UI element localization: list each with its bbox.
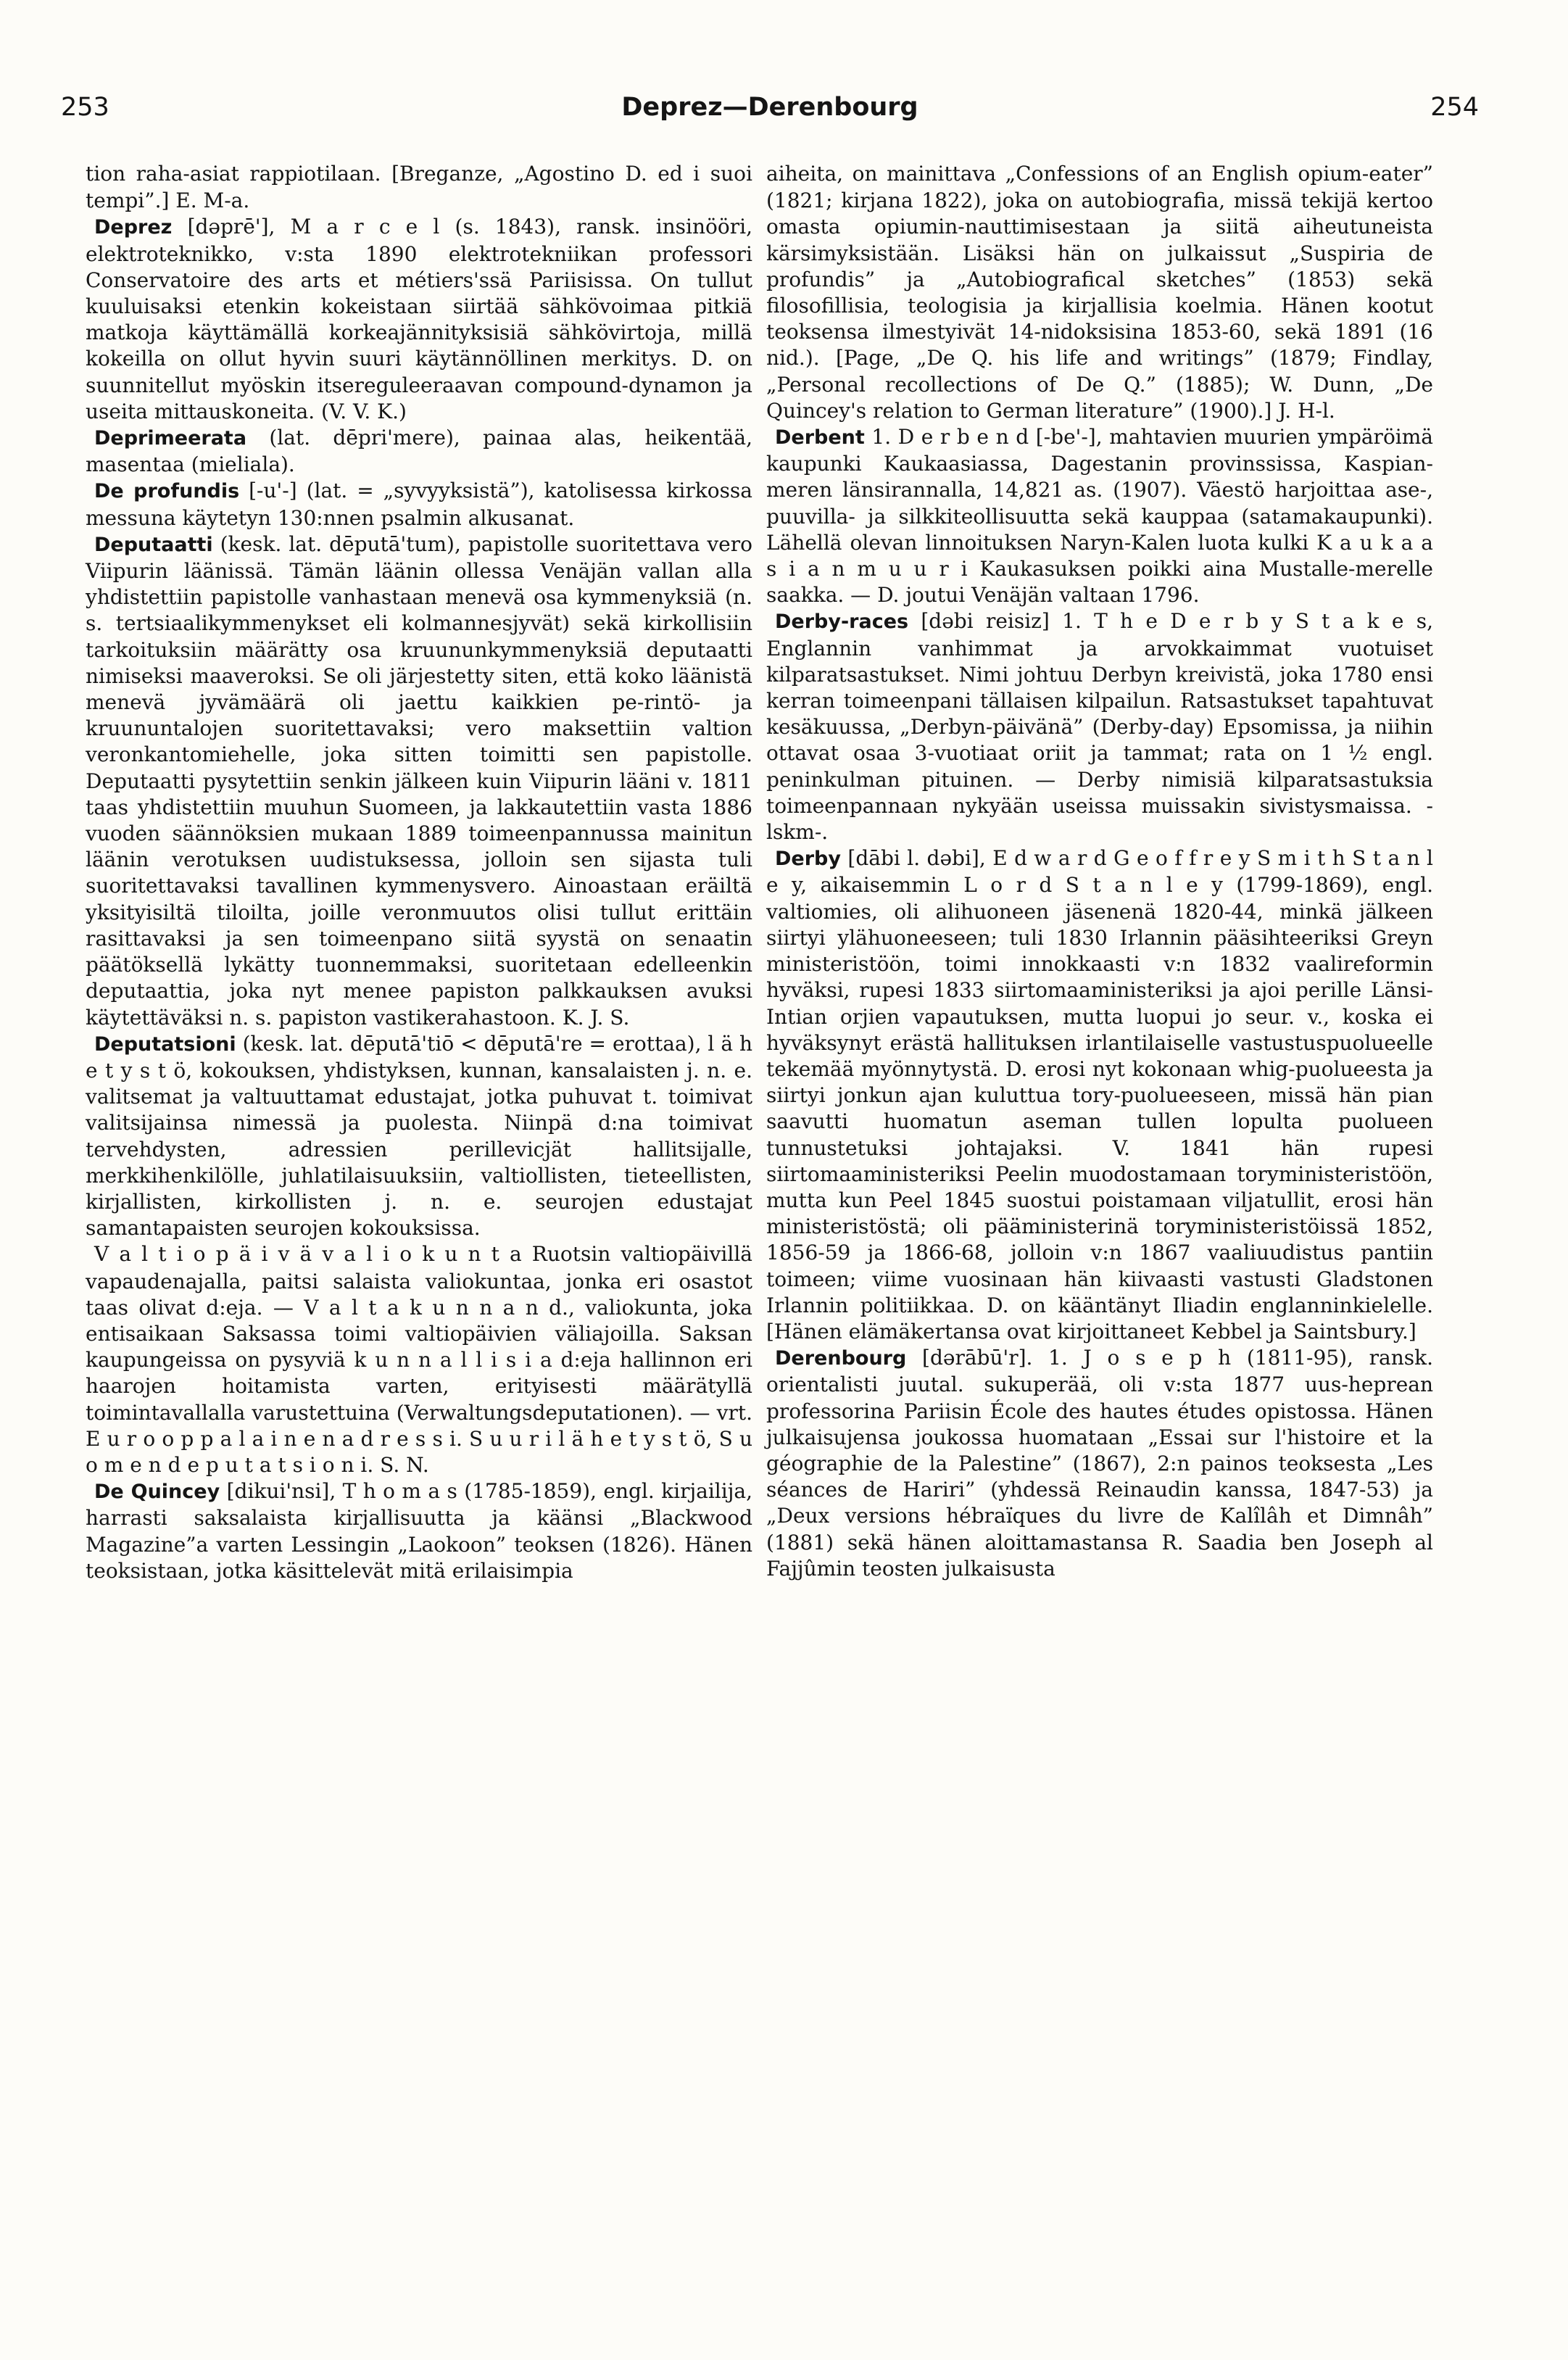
entry-text: [dikui'nsi], T h o m a s (1785-1859), engl. kirjailija, harrasti saksalaista kirjallisuutta ja käänsi „Blackwood Magazine”a varten Lessingin „Laokoon” teoksen (1826). Hänen teoksistaan, jotka käsittelevät mitä erilaisimpia	[86, 1479, 752, 1583]
headword: Derby-races	[775, 610, 909, 634]
paragraph	[86, 161, 752, 214]
entry-text: [dābi l. dəbi], E d w a r d G e o f f r e y S m i t h S t a n l e y, aikaisemmin L o r d S t a n l e y (1799-1869), engl. valtiomies, oli alihuoneen jäsenenä 1820-44, minkä jälkeen siirtyi ylähuoneeseen; tuli 1830 Irlannin pääsihteeriksi Greyn ministeristöön, toimi innokkaasti v:n 1832 vaalireformin hyväksi, rupesi 1833 siirtomaaministeriksi ja ajoi perille Länsi-Intian orjien vapautuksen, mutta luopui jo seur. v., koska ei hyväksynyt erästä hallituksen irlantilaiselle vastustuspuolueelle tekemää myönnytystä. D. erosi nyt kokonaan whig-puolueesta ja siirtyi jonkun ajan kuluttua tory-puolueeseen, missä hän pian saavutti huomatun aseman tullen lopulta puolueen tunnustetuksi johtajaksi. V. 1841 hän rupesi siirtomaaministeriksi Peelin muodostamaan toryministeristöön, mutta kun Peel 1845 suostui poistamaan viljatullit, erosi hän ministeristöstä; oli pääministerinä toryministeristöissä 1852, 1856-59 ja 1866-68, jolloin v:n 1867 vaaliuudistus pantiin toimeen; viime vuosinaan hän kiivaasti vastusti Gladstonen Irlannin politiikkaa. D. on kääntänyt Iliadin englanninkielelle. [Hänen elämäkertansa ovat kirjoittaneet Kebbel ja Saintsbury.]	[766, 846, 1433, 1343]
page-number-right: 254	[1430, 93, 1479, 122]
paragraph	[766, 424, 1433, 608]
paragraph	[86, 1241, 752, 1478]
paragraph	[766, 161, 1433, 424]
paragraph	[766, 1345, 1433, 1582]
paragraph	[86, 531, 752, 1031]
paragraph	[86, 1478, 752, 1584]
paragraph	[86, 214, 752, 425]
paragraph	[766, 608, 1433, 845]
entry-text: [dəprē'], M a r c e l (s. 1843), ransk. insinööri, elektroteknikko, v:sta 1890 elektrotekniikan professori Conservatoire des arts et métiers'ssä Pariisissa. On tullut kuuluisaksi etenkin kokeistaan siirtää sähkövoimaa pitkiä matkoja käyttämällä korkeajännityksisiä sähkövirtoja, millä kokeilla on ollut hyvin suuri käytännöllinen merkitys. D. on suunnitellut myöskin itsereguleeraavan compound-dynamon ja useita mittauskoneita. (V. V. K.)	[86, 215, 752, 423]
entry-text: 1. D e r b e n d [-be'-], mahtavien muurien ympäröimä kaupunki Kaukaasiassa, Dagestanin provinssissa, Kaspian-meren länsirannalla, 14,821 as. (1907). Väestö harjoittaa ase-, puuvilla- ja silkkiteollisuutta sekä kauppaa (satamakaupunki). Lähellä olevan linnoituksen Naryn-Kalen luota kulki K a u k a a s i a n m u u r i Kaukasuksen poikki aina Mustalle-merelle saakka. — D. joutui Venäjän valtaan 1796.	[766, 425, 1433, 608]
page-number-left: 253	[61, 93, 109, 122]
entry-text: [-u'-] (lat. = „syvyyksistä”), katolisessa kirkossa messuna käytetyn 130:nnen psalmin alkusanat.	[86, 479, 752, 530]
headword: Deputaatti	[94, 533, 213, 556]
headword: Deprez	[94, 216, 173, 239]
entry-text: V a l t i o p ä i v ä v a l i o k u n t a Ruotsin valtiopäivillä vapaudenajalla, paitsi salaista valiokuntaa, jonka eri osastot taas olivat d:eja. — V a l t a k u n n a n d., valiokunta, joka entisaikaan Saksassa toimi valtiopäivien väliajoilla. Saksan kaupungeissa on pysyviä k u n n a l l i s i a d:eja hallinnon eri haarojen hoitamista varten, erityisesti määrätyllä toimintavallalla varustettuina (Verwaltungsdeputationen). — vrt. E u r o o p p a l a i n e n a d r e s s i. S u u r i l ä h e t y s t ö, S u o m e n d e p u t a t s i o n i. S. N.	[86, 1242, 752, 1477]
page-header	[61, 93, 1479, 136]
entry-text: aiheita, on mainittava „Confessions of an English opium-eater” (1821; kirjana 1822), joka on autobiografia, missä tekijä kertoo omasta opiumin-nauttimisestaan ja siitä aiheutuneista kärsimyksistään. Lisäksi hän on julkaissut „Suspiria de profundis” ja „Autobiografical sketches” (1853) sekä filosofillisia, teologisia ja kirjallisia koelmia. Hänen kootut teoksensa ilmestyivät 14-nidoksisina 1853-60, sekä 1891 (16 nid.). [Page, „De Q. his life and writings” (1879; Findlay, „Personal recollections of De Q.” (1885); W. Dunn, „De Quincey's relation to German literature” (1900).] J. H-l.	[766, 162, 1433, 423]
headword: Derenbourg	[775, 1347, 907, 1370]
headword: Deprimeerata	[94, 427, 247, 450]
paragraph	[766, 845, 1433, 1345]
headword: Derbent	[775, 426, 865, 450]
left-column	[86, 161, 752, 1584]
entry-text: [dərābū'r]. 1. J o s e p h (1811-95), ransk. orientalisti juutal. sukuperää, oli v:sta 1877 uus-heprean professorina Pariisin École des hautes études opistossa. Hänen julkaisujensa joukossa huomataan „Essai sur l'histoire et la géographie de la Palestine” (1867), 2:n painos teoksesta „Les séances de Hariri” (yhdessä Reinaudin kanssa, 1847-53) ja „Deux versions hébraïques du livre de Kalîlâh et Dimnâh” (1881) sekä hänen aloittamastansa R. Saadia ben Joseph al Fajjûmin teosten julkaisusta	[766, 1346, 1433, 1581]
running-title: Deprez—Derenbourg	[621, 93, 918, 122]
paragraph	[86, 1031, 752, 1242]
entry-text: [dəbi reisiz] 1. T h e D e r b y S t a k e s, Englannin vanhimmat ja arvokkaimmat vuotuiset kilparatsastukset. Nimi johtuu Derbyn kreivistä, joka 1780 ensi kerran toimeenpani tällaisen kilpailun. Ratsastukset tapahtuvat kesäkuussa, „Derbyn-päivänä” (Derby-day) Epsomissa, ja niihin ottavat osaa 3-vuotiaat oriit ja tammat; rata on 1 ½ engl. peninkulman pituinen. — Derby nimisiä kilparatsastuksia toimeenpannaan nykyään useissa muissakin sivistysmaissa. -lskm-.	[766, 609, 1433, 845]
right-column	[766, 161, 1433, 1582]
paragraph	[86, 478, 752, 531]
headword: De Quincey	[94, 1481, 220, 1504]
headword: De profundis	[94, 480, 240, 503]
headword: Derby	[775, 848, 841, 871]
paragraph	[86, 425, 752, 478]
entry-text: (kesk. lat. dēputā'tum), papistolle suoritettava vero Viipurin läänissä. Tämän läänin ollessa Venäjän vallan alla yhdistettiin papistolle vanhastaan menevä osa kymmenyksiä (n. s. tertsiaalikymmenykset eli kolmannesjyvät) sekä kirkollisiin tarkoituksiin määrätty osa kruununkymmenyksiä deputaatti nimiseksi maaveroksi. Se oli järjestetty siten, että koko läänistä menevä jyvämäärä oli jaettu kaikkien pe-rintö- ja kruununtalojen suoritettavaksi; vero maksettiin valtion veronkantomiehelle, joka sitten toimitti sen papistolle. Deputaatti pysytettiin senkin jälkeen kuin Viipurin lääni v. 1811 taas yhdistettiin muuhun Suomeen, ja lakkautettiin vasta 1886 vuoden säännöksien mukaan 1889 toimeenpannussa mainitun läänin verotuksen uudistuksessa, jolloin sen sijasta tuli suoritettavaksi tavallinen kymmenysvero. Ainoastaan eräiltä yksityisiltä tiloilta, joille veronmuutos olisi tullut erittäin rasittavaksi ja sen toimeenpano siitä syystä on senaatin päätöksellä lykätty tuonnemmaksi, suoritetaan edelleenkin deputaattia, joka nyt menee papiston palkkauksen avuksi käytettäväksi n. s. papiston vastikerahastoon. K. J. S.	[86, 531, 752, 1030]
entry-text: (lat. dēpri'mere), painaa alas, heikentää, masentaa (mieliala).	[86, 426, 752, 477]
entry-text: tion raha-asiat rappiotilaan. [Breganze, „Agostino D. ed i suoi tempi”.] E. M-a.	[86, 162, 752, 213]
entry-text: (kesk. lat. dēputā'tiō < dēputā're = erottaa), l ä h e t y s t ö, kokouksen, yhdistyksen, kunnan, kansalaisten j. n. e. valitsemat ja valtuuttamat edustajat, jotka puhuvat t. toimivat valitsijainsa nimessä ja puolesta. Niinpä d:na toimivat tervehdysten, adressien perillevicjät hallitsijalle, merkkihenkilölle, juhlatilaisuuksiin, valtiollisten, tieteellisten, kirjallisten, kirkollisten j. n. e. seurojen edustajat samantapaisten seurojen kokouksissa.	[86, 1031, 752, 1241]
headword: Deputatsioni	[94, 1032, 236, 1056]
